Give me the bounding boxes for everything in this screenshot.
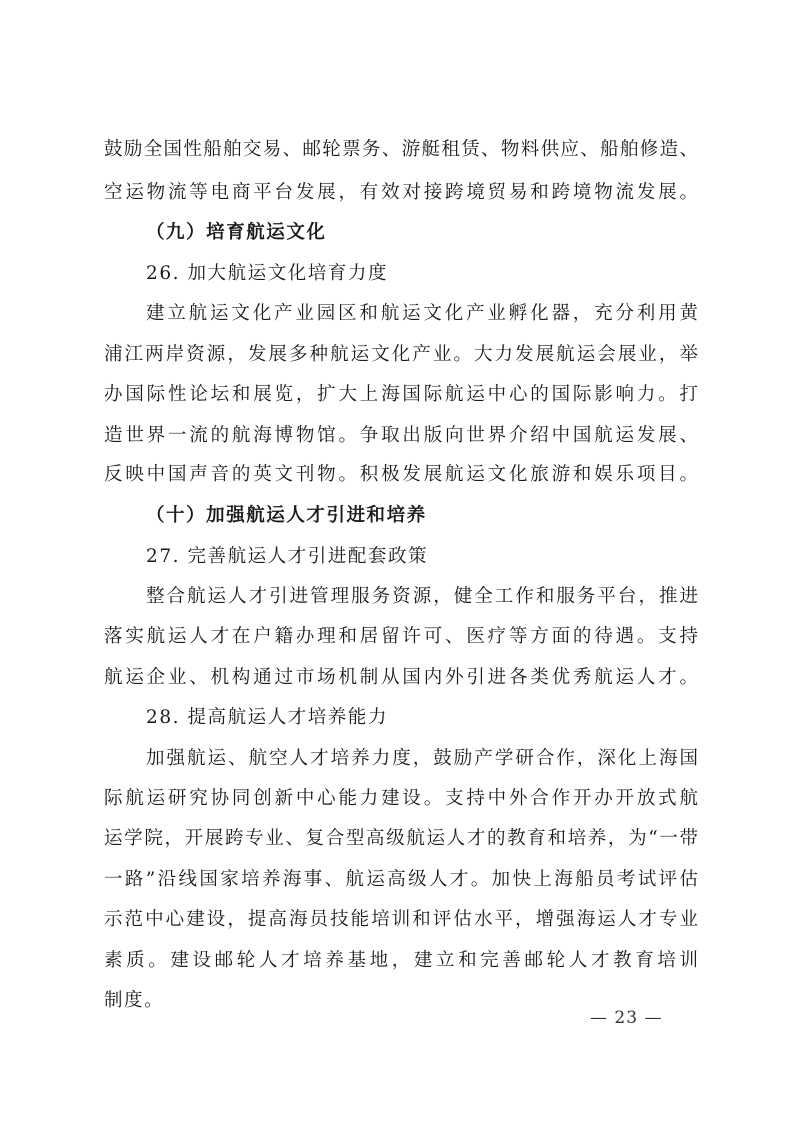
body-text-line: 航运企业、机构通过市场机制从国内外引进各类优秀航运人才。 — [104, 667, 698, 688]
section-heading: （十）加强航运人才引进和培养 — [146, 505, 427, 526]
page-number: — 23 — — [590, 1008, 663, 1028]
section-heading: （九）培育航运文化 — [146, 222, 327, 243]
body-text-line: 加强航运、航空人才培养力度，鼓励产学研合作，深化上海国 — [146, 748, 698, 769]
body-text-line: 鼓励全国性船舶交易、邮轮票务、游艇租赁、物料供应、船舶修造、 — [104, 139, 698, 160]
body-text-line: 浦江两岸资源，发展多种航运文化产业。大力发展航运会展业，举 — [104, 344, 698, 365]
item-heading: 26. 加大航运文化培育力度 — [146, 263, 389, 284]
body-text-line: 制度。 — [104, 990, 165, 1011]
item-heading: 27. 完善航运人才引进配套政策 — [146, 546, 429, 567]
body-text-line: 素质。建设邮轮人才培养基地，建立和完善邮轮人才教育培训 — [104, 950, 698, 971]
body-text-line: 建立航运文化产业园区和航运文化产业孵化器，充分利用黄 — [146, 303, 698, 324]
body-text-line: 空运物流等电商平台发展，有效对接跨境贸易和跨境物流发展。 — [104, 182, 698, 203]
body-text-line: 示范中心建设，提高海员技能培训和评估水平，增强海运人才专业 — [104, 909, 698, 930]
body-text-line: 落实航运人才在户籍办理和居留许可、医疗等方面的待遇。支持 — [104, 626, 698, 647]
body-text-line: 办国际性论坛和展览，扩大上海国际航运中心的国际影响力。打 — [104, 384, 698, 405]
body-text-line: 整合航运人才引进管理服务资源，健全工作和服务平台，推进 — [146, 586, 698, 607]
body-text-line: 际航运研究协同创新中心能力建设。支持中外合作开办开放式航 — [104, 788, 698, 809]
body-text-line: 反映中国声音的英文刊物。积极发展航运文化旅游和娱乐项目。 — [104, 464, 698, 485]
item-heading: 28. 提高航运人才培养能力 — [146, 707, 389, 728]
body-text-line: 造世界一流的航海博物馆。争取出版向世界介绍中国航运发展、 — [104, 425, 698, 446]
body-text-line: 一路”沿线国家培养海事、航运高级人才。加快上海船员考试评估 — [104, 869, 698, 890]
body-text-line: 运学院，开展跨专业、复合型高级航运人才的教育和培养，为“一带 — [104, 828, 698, 849]
